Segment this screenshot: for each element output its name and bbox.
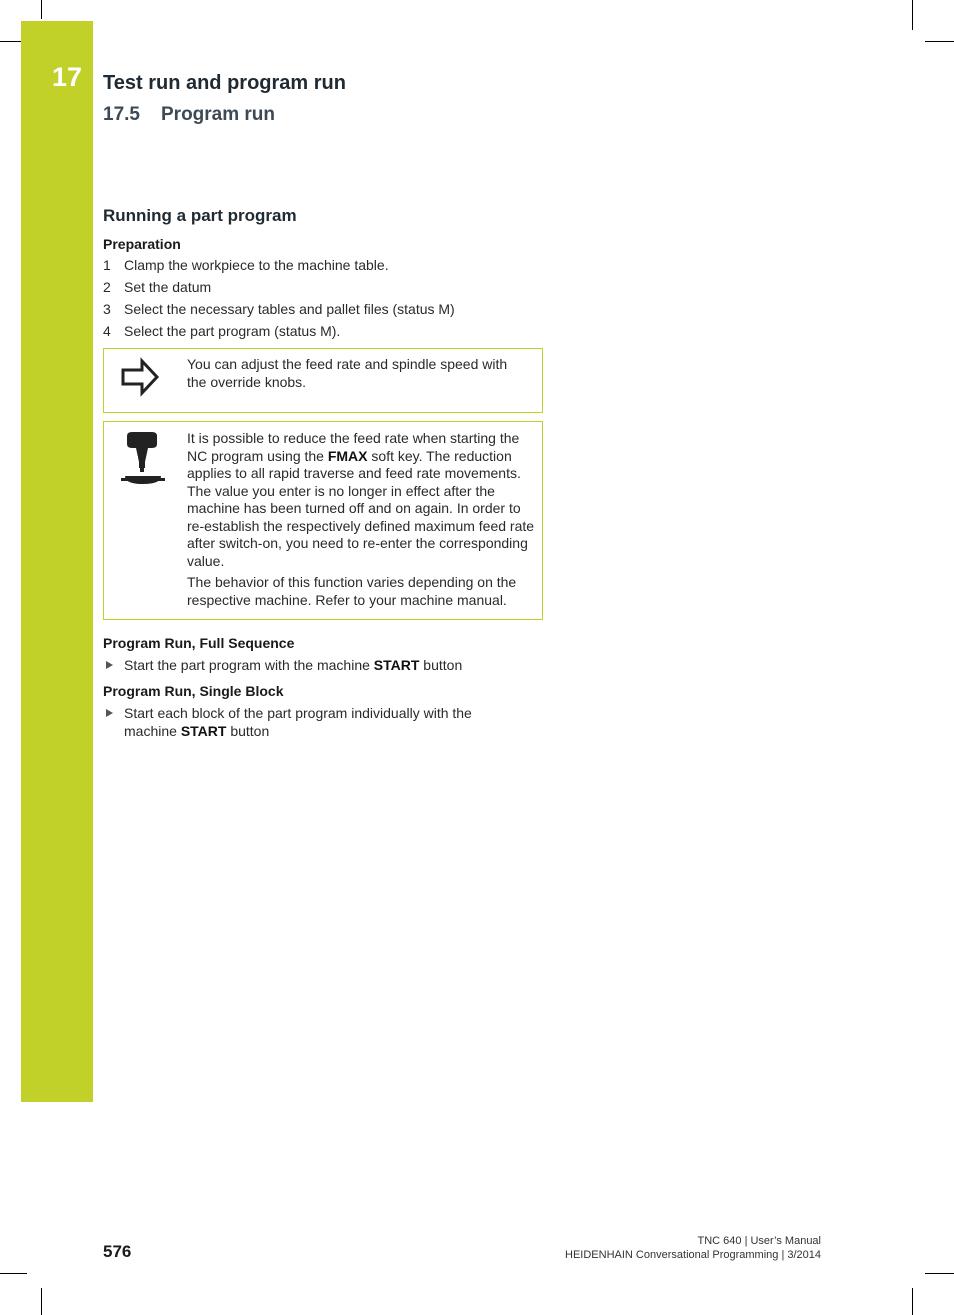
- section-name: Program run: [161, 104, 276, 125]
- preparation-heading: Preparation: [103, 236, 181, 252]
- bullet-text-part: button: [419, 657, 463, 673]
- machine-note-paragraph: The behavior of this function varies depending on the respective machine. Refer to your machine manual.: [187, 574, 517, 608]
- step-number: 1: [103, 257, 111, 273]
- bullet-text-part: Start each block of the part program individually with the machine: [124, 705, 472, 739]
- tip-note-line: the override knobs.: [187, 373, 307, 390]
- list-item: [103, 257, 523, 275]
- page-number: 576: [103, 1242, 132, 1261]
- tip-note-line: You can adjust the feed rate and spindle speed with: [187, 356, 508, 372]
- section-title: [103, 104, 275, 126]
- bullet-text: [103, 705, 503, 740]
- crop-mark: [41, 1288, 42, 1315]
- bullet-text-part: Start the part program with the machine: [124, 657, 374, 673]
- step-number: 4: [103, 323, 111, 339]
- step-text: Select the necessary tables and pallet files (status M): [124, 301, 455, 317]
- chapter-sidebar: [21, 21, 93, 1102]
- machine-note: [103, 421, 543, 620]
- machine-note-text: [187, 430, 537, 613]
- crop-mark: [912, 1288, 913, 1315]
- bullet-text: [103, 657, 523, 675]
- tip-note: [103, 348, 543, 413]
- arrow-right-icon: [118, 357, 164, 402]
- single-block-heading: Program Run, Single Block: [103, 683, 284, 699]
- machine-tool-icon: [118, 432, 168, 493]
- step-number: 3: [103, 301, 111, 317]
- tip-note-text: [187, 356, 537, 391]
- bullet-text-part: button: [226, 722, 270, 739]
- step-text: Clamp the workpiece to the machine table.: [124, 257, 389, 273]
- crop-mark: [912, 0, 913, 30]
- step-number: 2: [103, 279, 111, 295]
- crop-mark: [0, 41, 21, 42]
- note-text: It is possible to reduce the feed rate when starting the NC program using the: [187, 430, 520, 464]
- list-item: [103, 323, 523, 341]
- crop-mark: [925, 41, 954, 42]
- machine-note-paragraph: [187, 430, 537, 570]
- note-text: soft key. The reduction applies to all rapid traverse and feed rate movements. The value you enter is no longer in effect after the machine has been turned off and on again. In order to re-establish the respectively defined maximum feed rate after switch-on, you need to re-enter the corresponding value.: [187, 447, 535, 569]
- footer: [565, 1234, 821, 1262]
- crop-mark: [41, 0, 42, 19]
- bullet-arrow-icon: [106, 709, 113, 717]
- full-sequence-heading: Program Run, Full Sequence: [103, 635, 295, 651]
- key-label: START: [373, 657, 420, 673]
- chapter-number: 17: [52, 62, 83, 92]
- footer-line: HEIDENHAIN Conversational Programming | 3/2014: [565, 1249, 821, 1261]
- section-number: 17.5: [103, 104, 140, 125]
- list-item: [103, 279, 523, 297]
- list-item: [103, 301, 523, 319]
- soft-key-label: FMAX: [327, 447, 368, 464]
- step-text: Set the datum: [124, 279, 212, 295]
- crop-mark: [0, 1273, 27, 1274]
- footer-line: TNC 640 | User’s Manual: [697, 1235, 821, 1247]
- chapter-title: Test run and program run: [103, 72, 346, 94]
- list-item: [103, 657, 523, 675]
- page-heading: Running a part program: [103, 206, 297, 225]
- bullet-arrow-icon: [106, 661, 113, 669]
- list-item: [103, 705, 503, 740]
- crop-mark: [925, 1273, 954, 1274]
- key-label: START: [180, 722, 227, 739]
- step-text: Select the part program (status M).: [124, 323, 341, 339]
